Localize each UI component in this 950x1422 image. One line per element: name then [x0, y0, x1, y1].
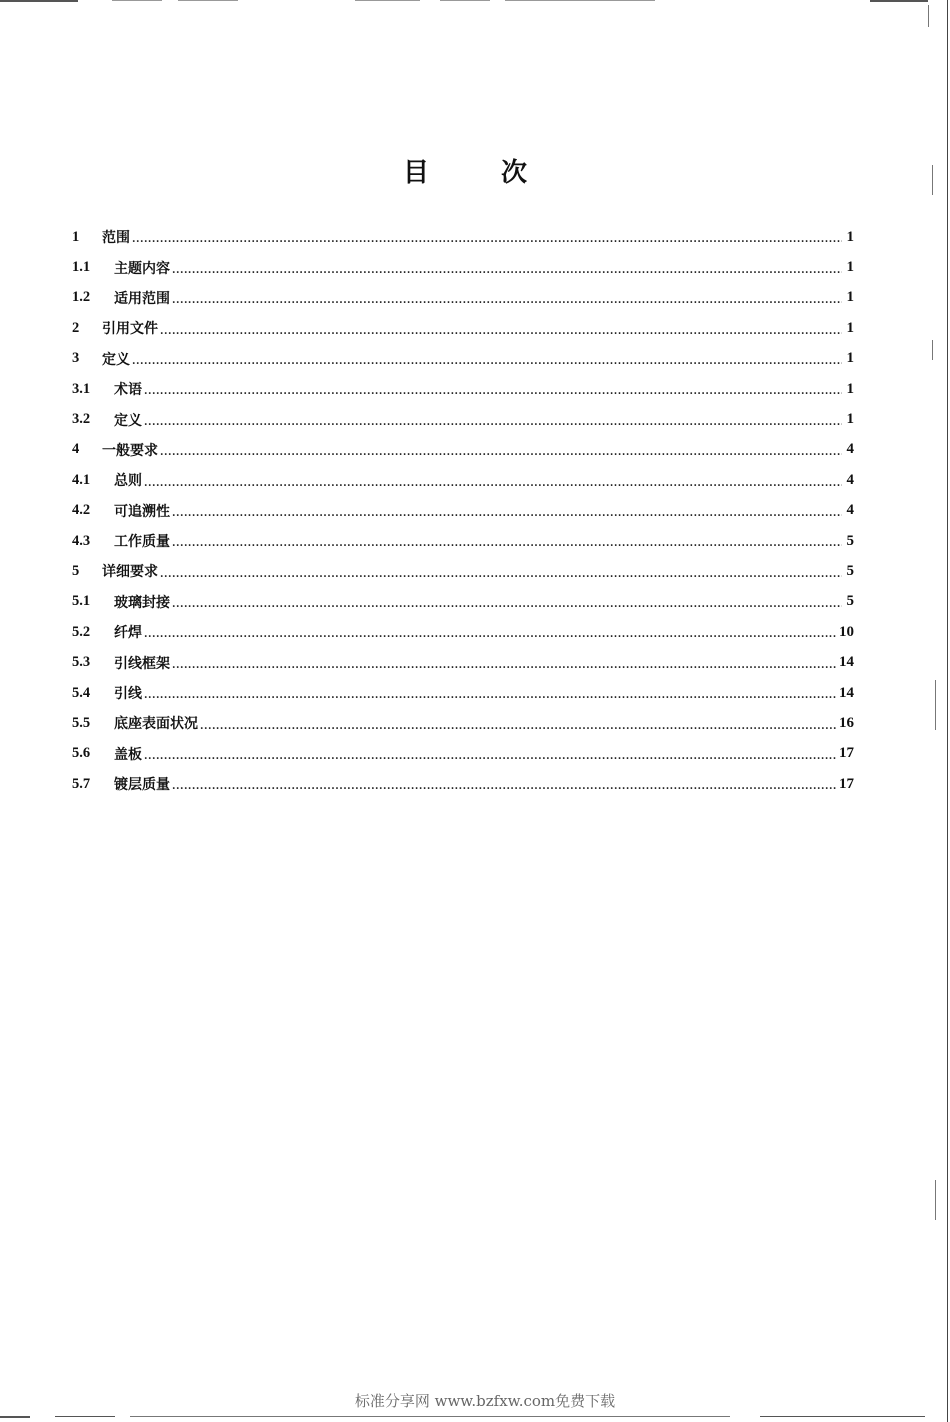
- toc-leader: [144, 417, 842, 435]
- toc-number: 3.2: [72, 411, 91, 428]
- toc-title: 详细要求: [102, 564, 158, 581]
- toc-entry[interactable]: [72, 587, 854, 617]
- toc-number: 4.3: [72, 532, 91, 549]
- toc-number: 5.4: [72, 684, 91, 701]
- scan-top-rule: [355, 0, 420, 1]
- toc-leader: [172, 660, 837, 678]
- toc-number: 5.6: [72, 745, 91, 762]
- toc-leader: [144, 751, 837, 769]
- toc-leader: [144, 629, 837, 647]
- toc-number: 2: [72, 319, 80, 336]
- toc-entry[interactable]: [72, 374, 854, 404]
- toc-page: 1: [846, 411, 854, 428]
- toc-page: 1: [846, 350, 854, 367]
- toc-leader: [144, 478, 842, 496]
- toc-leader: [172, 781, 837, 799]
- scan-bottom-rule: [130, 1416, 730, 1417]
- toc-title: 工作质量: [114, 534, 170, 551]
- toc-entry[interactable]: [72, 647, 854, 677]
- toc-title: 纤焊: [114, 625, 142, 642]
- toc-page: 4: [846, 471, 854, 488]
- toc-number: 4.2: [72, 502, 91, 519]
- toc-leader: [172, 295, 842, 313]
- toc-leader: [132, 356, 842, 374]
- toc-title: 引用文件: [102, 321, 158, 338]
- toc-page: 4: [846, 502, 854, 519]
- toc-entry[interactable]: [72, 222, 854, 252]
- toc-number: 3.1: [72, 380, 91, 397]
- toc-leader: [172, 508, 842, 526]
- toc-leader: [160, 447, 842, 465]
- toc-title: 范围: [102, 230, 130, 247]
- page-title: [0, 152, 930, 189]
- toc-leader: [172, 599, 842, 617]
- scan-bottom-rule: [55, 1416, 115, 1417]
- toc-title: 定义: [102, 351, 130, 368]
- toc-entry[interactable]: [72, 344, 854, 374]
- toc-title: 主题内容: [114, 260, 170, 277]
- toc-entry[interactable]: [72, 283, 854, 313]
- toc-page: 17: [839, 775, 854, 792]
- toc-leader: [172, 265, 842, 283]
- toc-title: 适用范围: [114, 290, 170, 307]
- scan-top-rule: [178, 0, 238, 1]
- toc-number: 5.7: [72, 775, 91, 792]
- toc-page: 17: [839, 745, 854, 762]
- title-char-2: 次: [501, 158, 528, 188]
- toc-entry[interactable]: [72, 678, 854, 708]
- toc-entry[interactable]: [72, 404, 854, 434]
- scan-right-edge: [947, 0, 948, 1422]
- toc-leader: [200, 721, 837, 739]
- toc-page: 1: [846, 319, 854, 336]
- scan-top-rule: [870, 0, 928, 2]
- toc-entry[interactable]: [72, 526, 854, 556]
- toc-leader: [144, 690, 837, 708]
- toc-number: 1.2: [72, 289, 91, 306]
- toc-leader: [172, 538, 842, 556]
- toc-entry[interactable]: [72, 435, 854, 465]
- scan-artifact: [935, 680, 936, 730]
- scan-top-rule: [112, 0, 162, 1]
- toc-title: 可追溯性: [114, 503, 170, 520]
- toc-entry[interactable]: [72, 556, 854, 586]
- footer-watermark: 标准分享网 www.bzfxw.com免费下载: [354, 1392, 616, 1410]
- toc-title: 盖板: [114, 746, 142, 763]
- toc-number: 3: [72, 350, 80, 367]
- toc-entry[interactable]: [72, 739, 854, 769]
- toc-page: 1: [846, 380, 854, 397]
- toc-page: 5: [846, 532, 854, 549]
- scan-top-rule: [440, 0, 490, 1]
- scan-top-rule: [505, 0, 655, 1]
- toc-page: 14: [839, 684, 854, 701]
- toc-entry[interactable]: [72, 708, 854, 738]
- toc-number: 5.2: [72, 623, 91, 640]
- toc-page: 14: [839, 654, 854, 671]
- toc-title: 底座表面状况: [114, 716, 198, 733]
- toc-number: 1: [72, 228, 80, 245]
- toc-title: 镀层质量: [114, 777, 170, 794]
- toc-number: 1.1: [72, 259, 91, 276]
- toc-number: 5.3: [72, 654, 91, 671]
- title-char-1: 目: [402, 158, 429, 188]
- scan-artifact: [935, 1180, 936, 1220]
- toc-entry[interactable]: [72, 313, 854, 343]
- toc-title: 术语: [114, 382, 142, 399]
- toc-title: 定义: [114, 412, 142, 429]
- toc-leader: [132, 234, 842, 252]
- scan-artifact: [932, 340, 933, 360]
- scan-bottom-rule: [760, 1416, 925, 1417]
- toc-leader: [144, 386, 842, 404]
- toc-page: 1: [846, 289, 854, 306]
- scan-bottom-rule: [0, 1416, 30, 1418]
- toc-entry[interactable]: [72, 769, 854, 799]
- toc-page: 1: [846, 259, 854, 276]
- toc-entry[interactable]: [72, 496, 854, 526]
- scan-top-rule: [0, 0, 78, 2]
- toc-title: 总则: [114, 473, 142, 490]
- toc-page: 5: [846, 562, 854, 579]
- scan-artifact: [928, 5, 929, 27]
- toc-number: 5: [72, 562, 80, 579]
- toc-entry[interactable]: [72, 617, 854, 647]
- toc-page: 5: [846, 593, 854, 610]
- toc-number: 5.1: [72, 593, 91, 610]
- toc-page: 4: [846, 441, 854, 458]
- toc-title: 一般要求: [102, 442, 158, 459]
- toc-leader: [160, 569, 842, 587]
- toc-number: 4: [72, 441, 80, 458]
- table-of-contents: [72, 222, 854, 799]
- toc-page: 1: [846, 228, 854, 245]
- toc-page: 16: [839, 714, 854, 731]
- toc-title: 引线: [114, 686, 142, 703]
- toc-leader: [160, 326, 842, 344]
- toc-title: 玻璃封接: [114, 594, 170, 611]
- scan-artifact: [932, 165, 933, 195]
- toc-page: 10: [839, 623, 854, 640]
- toc-number: 5.5: [72, 714, 91, 731]
- toc-title: 引线框架: [114, 655, 170, 672]
- toc-number: 4.1: [72, 471, 91, 488]
- toc-entry[interactable]: [72, 465, 854, 495]
- toc-entry[interactable]: [72, 252, 854, 282]
